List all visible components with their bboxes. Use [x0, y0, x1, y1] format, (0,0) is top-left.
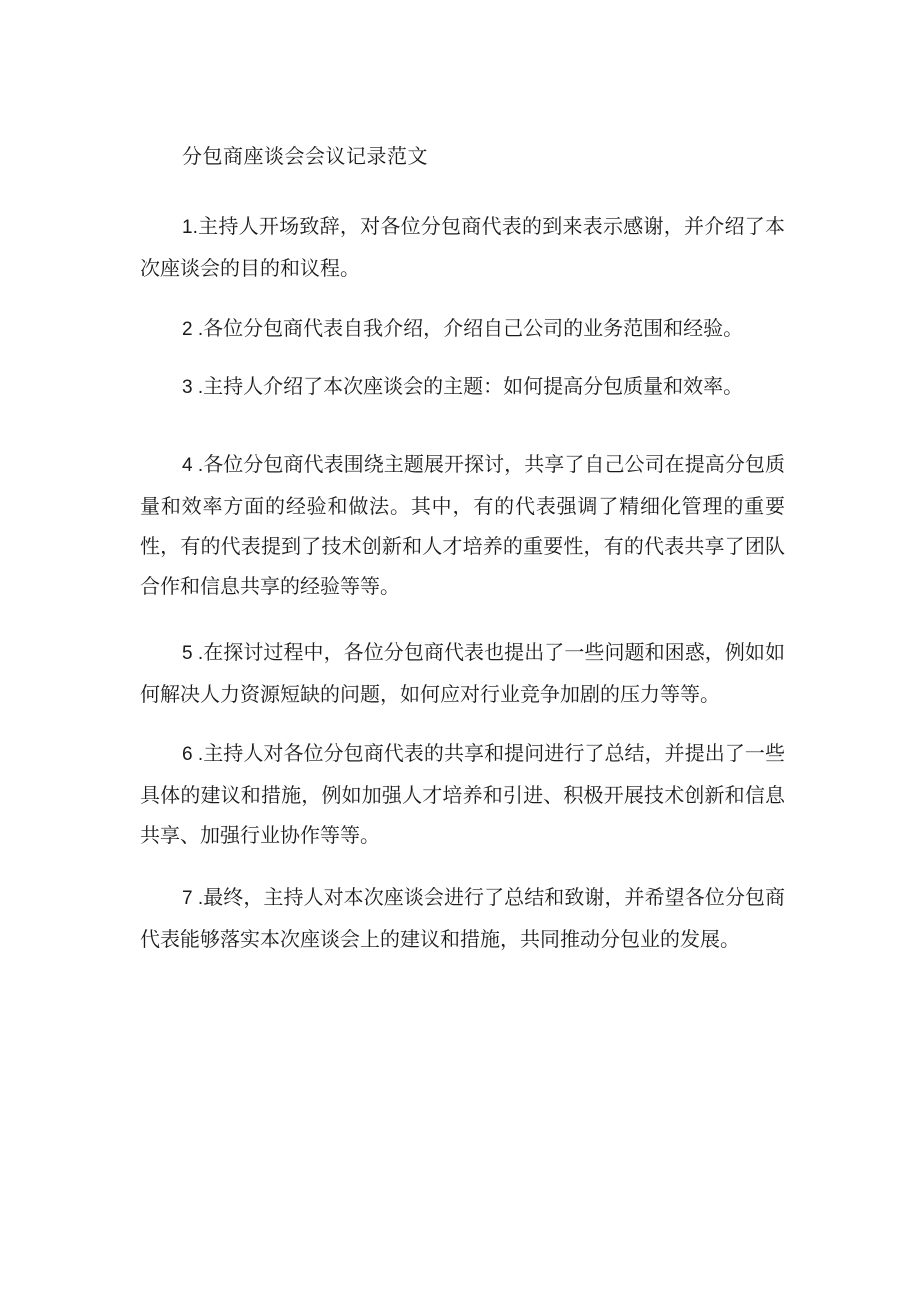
paragraph-3 [140, 366, 785, 408]
paragraph-3-number: 3 . [182, 377, 204, 398]
paragraph-5 [140, 632, 785, 714]
paragraph-5-number: 5 . [182, 643, 204, 664]
paragraph-2-number: 2 . [182, 319, 204, 340]
paragraph-6 [140, 733, 785, 855]
paragraph-1 [140, 206, 785, 288]
paragraph-2 [140, 308, 785, 350]
paragraph-6-text: 主持人对各位分包商代表的共享和提问进行了总结，并提出了一些具体的建议和措施，例如加强人才培养和引进、积极开展技术创新和信息共享、加强行业协作等等。 [140, 741, 785, 847]
paragraph-5-text: 在探讨过程中，各位分包商代表也提出了一些问题和困惑，例如如何解决人力资源短缺的问题，如何应对行业竞争加剧的压力等等。 [140, 640, 785, 706]
paragraph-4-text: 各位分包商代表围绕主题展开探讨，共享了自己公司在提高分包质量和效率方面的经验和做法。其中，有的代表强调了精细化管理的重要性，有的代表提到了技术创新和人才培养的重要性，有的代表共享了团队合作和信息共享的经验等等。 [140, 452, 785, 598]
paragraph-7-number: 7 . [182, 888, 204, 909]
paragraph-2-text: 各位分包商代表自我介绍，介绍自己公司的业务范围和经验。 [203, 316, 744, 340]
paragraph-1-text: 主持人开场致辞，对各位分包商代表的到来表示感谢，并介绍了本次座谈会的目的和议程。 [140, 214, 785, 280]
document-title: 分包商座谈会会议记录范文 [182, 144, 428, 168]
paragraph-3-text: 主持人介绍了本次座谈会的主题：如何提高分包质量和效率。 [203, 374, 744, 398]
paragraph-7 [140, 877, 785, 959]
paragraph-6-number: 6 . [182, 744, 204, 765]
paragraph-4-number: 4 . [182, 455, 204, 476]
paragraph-4 [140, 444, 785, 606]
paragraph-7-text: 最终，主持人对本次座谈会进行了总结和致谢，并希望各位分包商代表能够落实本次座谈会上的建议和措施，共同推动分包业的发展。 [140, 885, 785, 951]
paragraph-1-number: 1. [182, 217, 198, 238]
